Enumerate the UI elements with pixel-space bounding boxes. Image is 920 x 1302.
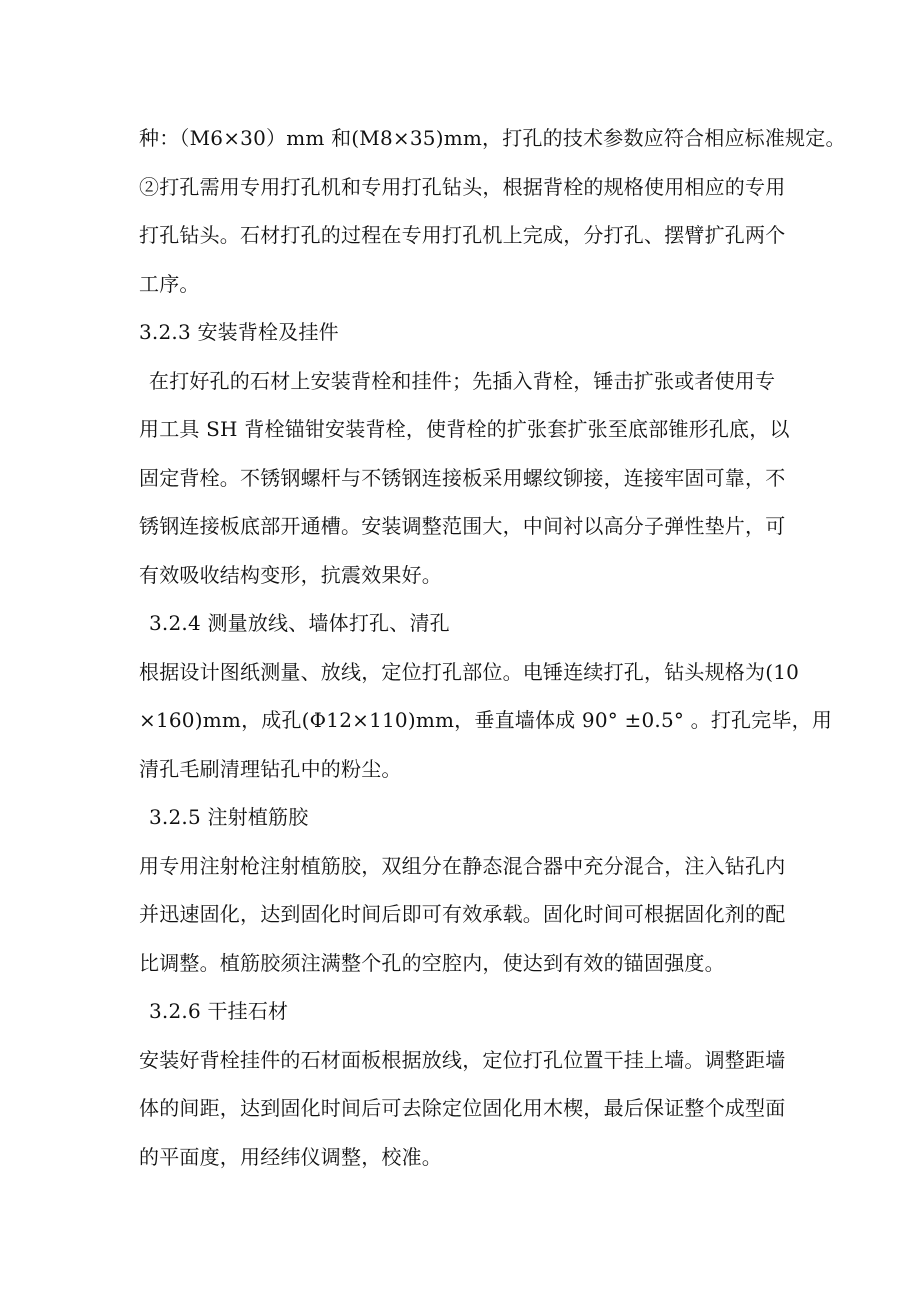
section-heading-3-2-5: 3.2.5 注射植筋胶	[149, 805, 309, 829]
paragraph-line: 并迅速固化，达到固化时间后即可有效承载。固化时间可根据固化剂的配	[139, 902, 786, 926]
paragraph-line: ②打孔需用专用打孔机和专用打孔钻头，根据背栓的规格使用相应的专用	[139, 174, 786, 199]
paragraph-line: 有效吸收结构变形，抗震效果好。	[139, 562, 442, 587]
paragraph-line: ×160)mm，成孔(Φ12×110)mm，垂直墙体成 90° ±0.5° 。打孔完毕，用	[139, 708, 833, 732]
paragraph-line: 的平面度，用经纬仪调整，校准。	[139, 1144, 442, 1169]
section-heading-3-2-6: 3.2.6 干挂石材	[149, 999, 289, 1023]
section-heading-3-2-4: 3.2.4 测量放线、墙体打孔、清孔	[149, 611, 450, 635]
paragraph-line: 安装好背栓挂件的石材面板根据放线，定位打孔位置干挂上墙。调整距墙	[139, 1047, 786, 1072]
document-body	[139, 114, 846, 1181]
paragraph-line: 工序。	[139, 271, 200, 296]
paragraph-line: 根据设计图纸测量、放线，定位打孔部位。电锤连续打孔，钻头规格为(10	[139, 659, 800, 684]
section-heading-3-2-3: 3.2.3 安装背栓及挂件	[139, 320, 339, 344]
paragraph-line: 体的间距，达到固化时间后可去除定位固化用木楔，最后保证整个成型面	[139, 1096, 786, 1120]
paragraph-line: 比调整。植筋胶须注满整个孔的空腔内，使达到有效的锚固强度。	[139, 950, 725, 975]
paragraph-line: 用专用注射枪注射植筋胶，双组分在静态混合器中充分混合，注入钻孔内	[139, 853, 786, 878]
paragraph-line: 用工具 SH 背栓锚钳安装背栓，使背栓的扩张套扩张至底部锥形孔底，以	[139, 417, 790, 441]
paragraph-line: 锈钢连接板底部开通槽。安装调整范围大，中间衬以高分子弹性垫片，可	[139, 514, 786, 538]
paragraph-line: 种：（M6×30）mm 和(M8×35)mm，打孔的技术参数应符合相应标准规定。	[139, 126, 846, 150]
paragraph-line: 固定背栓。不锈钢螺杆与不锈钢连接板采用螺纹铆接，连接牢固可靠，不	[139, 465, 786, 490]
paragraph-line: 打孔钻头。石材打孔的过程在专用打孔机上完成，分打孔、摆臂扩孔两个	[139, 223, 786, 247]
paragraph-line: 清孔毛刷清理钻孔中的粉尘。	[139, 756, 402, 781]
paragraph-line: 在打好孔的石材上安装背栓和挂件；先插入背栓，锤击扩张或者使用专	[149, 368, 776, 393]
